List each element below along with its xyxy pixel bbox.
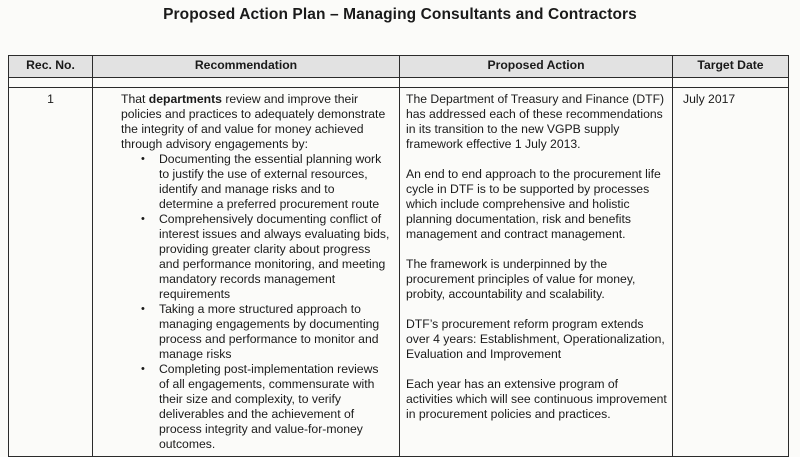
proposed-action-cell	[400, 88, 673, 457]
header-recommendation: Recommendation	[93, 56, 400, 78]
bullet-text: Comprehensively documenting conflict of interest issues and always evaluating bids, providing greater clarity about progress and performance monitoring, and meeting mandatory records management requirements	[159, 212, 390, 301]
recommendation-cell	[93, 88, 400, 457]
intro-text: That	[121, 92, 149, 106]
action-paragraph: The Department of Treasury and Finance (DTF) has addressed each of these recommendations in its transition to the new VGPB supply framework effective 1 July 2013.	[406, 92, 665, 151]
bullet-text: Taking a more structured approach to managing engagements by documenting process and performance to monitor and manage risks	[159, 302, 380, 361]
table-row	[9, 88, 789, 457]
rec-number-cell: 1	[9, 88, 93, 457]
list-item	[141, 152, 391, 212]
recommendation-intro	[121, 92, 391, 152]
action-paragraph: Each year has an extensive program of activities which will see continuous improvement in procurement policies and practices.	[406, 377, 667, 421]
bullet-icon: •	[141, 303, 145, 315]
list-item	[141, 362, 391, 452]
bullet-text: Completing post-implementation reviews of all engagements, commensurate with their size and complexity, to verify deliverables and the achievement of process integrity and value-for-money outcomes.	[159, 362, 379, 451]
bullet-text: Documenting the essential planning work to justify the use of external resources, identify and manage risks and to determine a preferred procurement route	[159, 152, 382, 211]
action-paragraph: An end to end approach to the procurement life cycle in DTF is to be supported by processes which include comprehensive and holistic planning documentation, risk and benefits management and contract management.	[406, 167, 661, 241]
recommendation-bullets	[121, 152, 391, 452]
action-paragraph: The framework is underpinned by the procurement principles of value for money, probity, accountability and scalability.	[406, 257, 636, 301]
list-item	[141, 212, 391, 302]
header-rec-no: Rec. No.	[9, 56, 93, 78]
bullet-icon: •	[141, 153, 145, 165]
action-plan-table	[8, 55, 789, 457]
target-date-cell: July 2017	[673, 88, 789, 457]
intro-text-rest: review and improve their policies and practices to adequately demonstrate the integrity of and value for money achieved through advisory engagements by:	[121, 92, 386, 151]
spacer-row	[9, 78, 789, 88]
bullet-icon: •	[141, 363, 145, 375]
bullet-icon: •	[141, 213, 145, 225]
page-title: Proposed Action Plan – Managing Consultants and Contractors	[163, 6, 637, 23]
action-paragraph: DTF’s procurement reform program extends over 4 years: Establishment, Operationalization, Evaluation and Improvement	[406, 317, 665, 361]
header-target-date: Target Date	[673, 56, 789, 78]
intro-bold-text: departments	[148, 92, 222, 106]
list-item	[141, 302, 391, 362]
table-header-row	[9, 56, 789, 78]
header-proposed-action: Proposed Action	[400, 56, 673, 78]
